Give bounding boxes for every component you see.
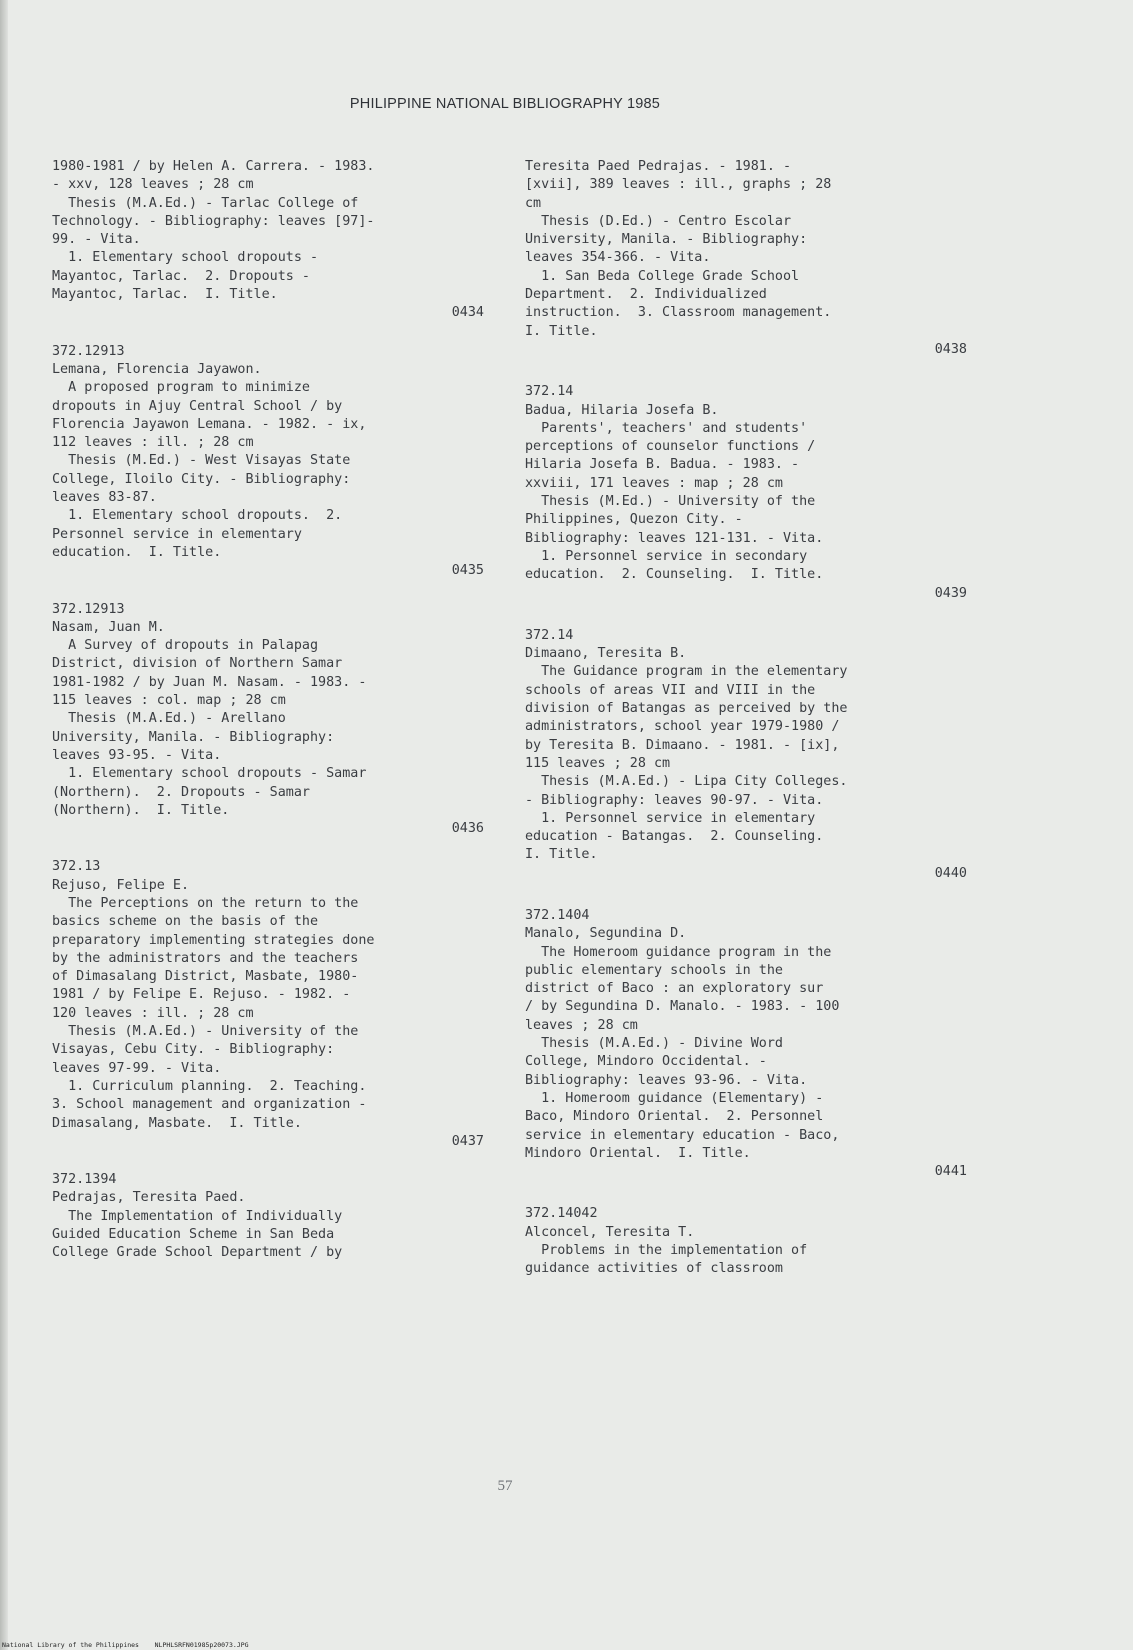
entry-line: A proposed program to minimize [52,380,310,396]
entry-line: Mayantoc, Tarlac. I. Title. [52,287,278,303]
entry-number: 0440 [934,865,967,881]
entry-line: Bibliography: leaves 121-131. - Vita. [525,530,824,546]
page-edge [0,0,8,1650]
entry-line: Personnel service in elementary [52,526,302,542]
entry-line: of Dimasalang District, Masbate, 1980- [52,969,359,985]
entry-line: University, Manila. - Bibliography: [525,232,808,248]
entry-line: 1980-1981 / by Helen A. Carrera. - 1983. [52,159,375,174]
entry-line: Parents', teachers' and students' [525,420,808,436]
entry-line: Philippines, Quezon City. - [525,512,743,528]
entry-line: 99. - Vita. [52,232,141,248]
entry-line: Guided Education Scheme in San Beda [52,1227,335,1243]
entry-line: The Homeroom guidance program in the [525,944,832,960]
entry-line: Thesis (M.A.Ed.) - Divine Word [525,1036,783,1052]
entry-line: 1981 / by Felipe E. Rejuso. - 1982. - [52,987,351,1003]
entry-line: leaves 354-366. - Vita. [525,250,711,266]
entry-line: Nasam, Juan M. [52,619,165,635]
entry-line: instruction. 3. Classroom management. [525,305,832,321]
entry-line: (Northern). I. Title. [52,802,230,818]
bibliography-entry [52,158,484,323]
entry-number: 0434 [451,305,484,321]
entry-line: 1. Elementary school dropouts. 2. [52,508,343,524]
entry-line: Bibliography: leaves 93-96. - Vita. [525,1072,808,1088]
entry-line: Lemana, Florencia Jayawon. [52,361,262,377]
entry-line: Teresita Paed Pedrajas. - 1981. - [525,159,792,174]
entry-line: public elementary schools in the [525,962,783,978]
entry-line: 3. School management and organization - [52,1097,367,1113]
entry-line: I. Title. [525,847,598,863]
entry-line: Visayas, Cebu City. - Bibliography: [52,1042,335,1058]
entry-line: leaves 83-87. [52,490,157,506]
entry-line: district of Baco : an exploratory sur [525,981,824,997]
entry-line: Alconcel, Teresita T. [525,1224,695,1240]
entry-line: perceptions of counselor functions / [525,439,816,455]
entry-line: District, division of Northern Samar [52,656,343,672]
call-number: 372.14 [525,384,574,400]
entry-line: Dimasalang, Masbate. I. Title. [52,1115,302,1131]
page-number: 57 [497,1478,513,1494]
entry-line: The Implementation of Individually [52,1208,343,1224]
call-number: 372.1394 [52,1172,117,1188]
entry-line: 1. Homeroom guidance (Elementary) - [525,1090,824,1106]
scan-footer: National Library of the Philippines NLPHLSRFN01985p20073.JPG [2,1641,249,1649]
bibliography-entry [52,1171,484,1262]
entry-line: Rejuso, Felipe E. [52,877,190,893]
entry-line: 1. Curriculum planning. 2. Teaching. [52,1078,367,1094]
bibliography-entry [52,858,484,1151]
entry-line: 120 leaves : ill. ; 28 cm [52,1005,254,1021]
entry-line: 1. Elementary school dropouts - Samar [52,766,367,782]
entry-line: basics scheme on the basis of the [52,914,319,930]
call-number: 372.14 [525,627,574,643]
entry-line: Thesis (M.Ed.) - West Visayas State [52,453,351,469]
entry-line: Thesis (M.Ed.) - University of the [525,494,816,510]
entry-line: preparatory implementing strategies done [52,932,375,948]
bibliography-entry [525,1205,967,1278]
entry-line: administrators, school year 1979-1980 / [525,719,840,735]
entry-line: division of Batangas as perceived by the [525,701,848,717]
entry-line: The Guidance program in the elementary [525,664,848,680]
entry-line: 1. San Beda College Grade School [525,268,800,284]
entry-number: 0435 [451,563,484,579]
page-header: PHILIPPINE NATIONAL BIBLIOGRAPHY 1985 [349,96,661,112]
entry-line: Dimaano, Teresita B. [525,646,687,662]
entry-line: 1. Elementary school dropouts - [52,250,319,266]
entry-line: 1. Personnel service in elementary [525,810,816,826]
entry-number: 0437 [451,1133,484,1149]
entry-line: [xvii], 389 leaves : ill., graphs ; 28 [525,177,832,193]
entry-line: cm [525,195,542,211]
entry-line: xxviii, 171 leaves : map ; 28 cm [525,475,783,491]
entry-line: Thesis (M.A.Ed.) - University of the [52,1024,359,1040]
entry-line: 112 leaves : ill. ; 28 cm [52,435,254,451]
bibliography-entry [52,601,484,839]
entry-line: 115 leaves ; 28 cm [525,755,671,771]
entry-line: Thesis (M.A.Ed.) - Tarlac College of [52,195,359,211]
entry-line: / by Segundina D. Manalo. - 1983. - 100 [525,999,840,1015]
entry-line: service in elementary education - Baco, [525,1127,840,1143]
entry-line: Pedrajas, Teresita Paed. [52,1190,246,1206]
entry-line: Department. 2. Individualized [525,287,767,303]
entry-line: Mindoro Oriental. I. Title. [525,1145,751,1161]
entry-line: Badua, Hilaria Josefa B. [525,402,719,418]
entry-line: The Perceptions on the return to the [52,895,359,911]
entry-line: College, Iloilo City. - Bibliography: [52,471,351,487]
bibliography-entry [525,158,967,359]
entry-line: - xxv, 128 leaves ; 28 cm [52,177,254,193]
entry-number: 0439 [934,585,967,601]
bibliography-entry [525,907,967,1181]
bibliography-entry [525,383,967,603]
entry-line: A Survey of dropouts in Palapag [52,638,319,654]
call-number: 372.12913 [52,343,125,359]
call-number: 372.12913 [52,601,125,617]
entry-line: education. 2. Counseling. I. Title. [525,567,824,583]
entry-line: Baco, Mindoro Oriental. 2. Personnel [525,1109,824,1125]
entry-line: Thesis (M.A.Ed.) - Arellano [52,711,286,727]
entry-line: I. Title. [525,323,598,339]
entry-line: - Bibliography: leaves 90-97. - Vita. [525,792,824,808]
entry-line: Thesis (D.Ed.) - Centro Escolar [525,213,792,229]
entry-number: 0438 [934,341,967,357]
entry-line: (Northern). 2. Dropouts - Samar [52,784,310,800]
entry-line: Hilaria Josefa B. Badua. - 1983. - [525,457,800,473]
call-number: 372.13 [52,859,101,875]
entry-line: Mayantoc, Tarlac. 2. Dropouts - [52,268,310,284]
right-column [525,158,967,1303]
entry-number: 0441 [934,1164,967,1180]
bibliography-entry [525,627,967,883]
bibliography-entry [52,343,484,581]
entry-line: Problems in the implementation of [525,1243,808,1259]
entry-line: 1. Personnel service in secondary [525,548,808,564]
entry-line: dropouts in Ajuy Central School / by [52,398,343,414]
entry-line: by Teresita B. Dimaano. - 1981. - [ix], [525,737,840,753]
entry-line: 1981-1982 / by Juan M. Nasam. - 1983. - [52,674,367,690]
entry-line: Technology. - Bibliography: leaves [97]- [52,213,375,229]
entry-line: Manalo, Segundina D. [525,926,687,942]
entry-line: education. I. Title. [52,544,222,560]
call-number: 372.14042 [525,1206,598,1222]
entry-line: leaves 93-95. - Vita. [52,747,222,763]
entry-line: leaves ; 28 cm [525,1017,638,1033]
entry-line: 115 leaves : col. map ; 28 cm [52,693,286,709]
entry-line: leaves 97-99. - Vita. [52,1060,222,1076]
entry-line: schools of areas VII and VIII in the [525,682,816,698]
entry-number: 0436 [451,821,484,837]
entry-line: Thesis (M.A.Ed.) - Lipa City Colleges. [525,774,848,790]
left-column [52,158,484,1283]
entry-line: Florencia Jayawon Lemana. - 1982. - ix, [52,416,367,432]
entry-line: University, Manila. - Bibliography: [52,729,335,745]
entry-line: by the administrators and the teachers [52,950,359,966]
entry-line: guidance activities of classroom [525,1261,783,1277]
call-number: 372.1404 [525,907,590,923]
entry-line: education - Batangas. 2. Counseling. [525,829,824,845]
entry-line: College, Mindoro Occidental. - [525,1054,767,1070]
entry-line: College Grade School Department / by [52,1245,343,1261]
